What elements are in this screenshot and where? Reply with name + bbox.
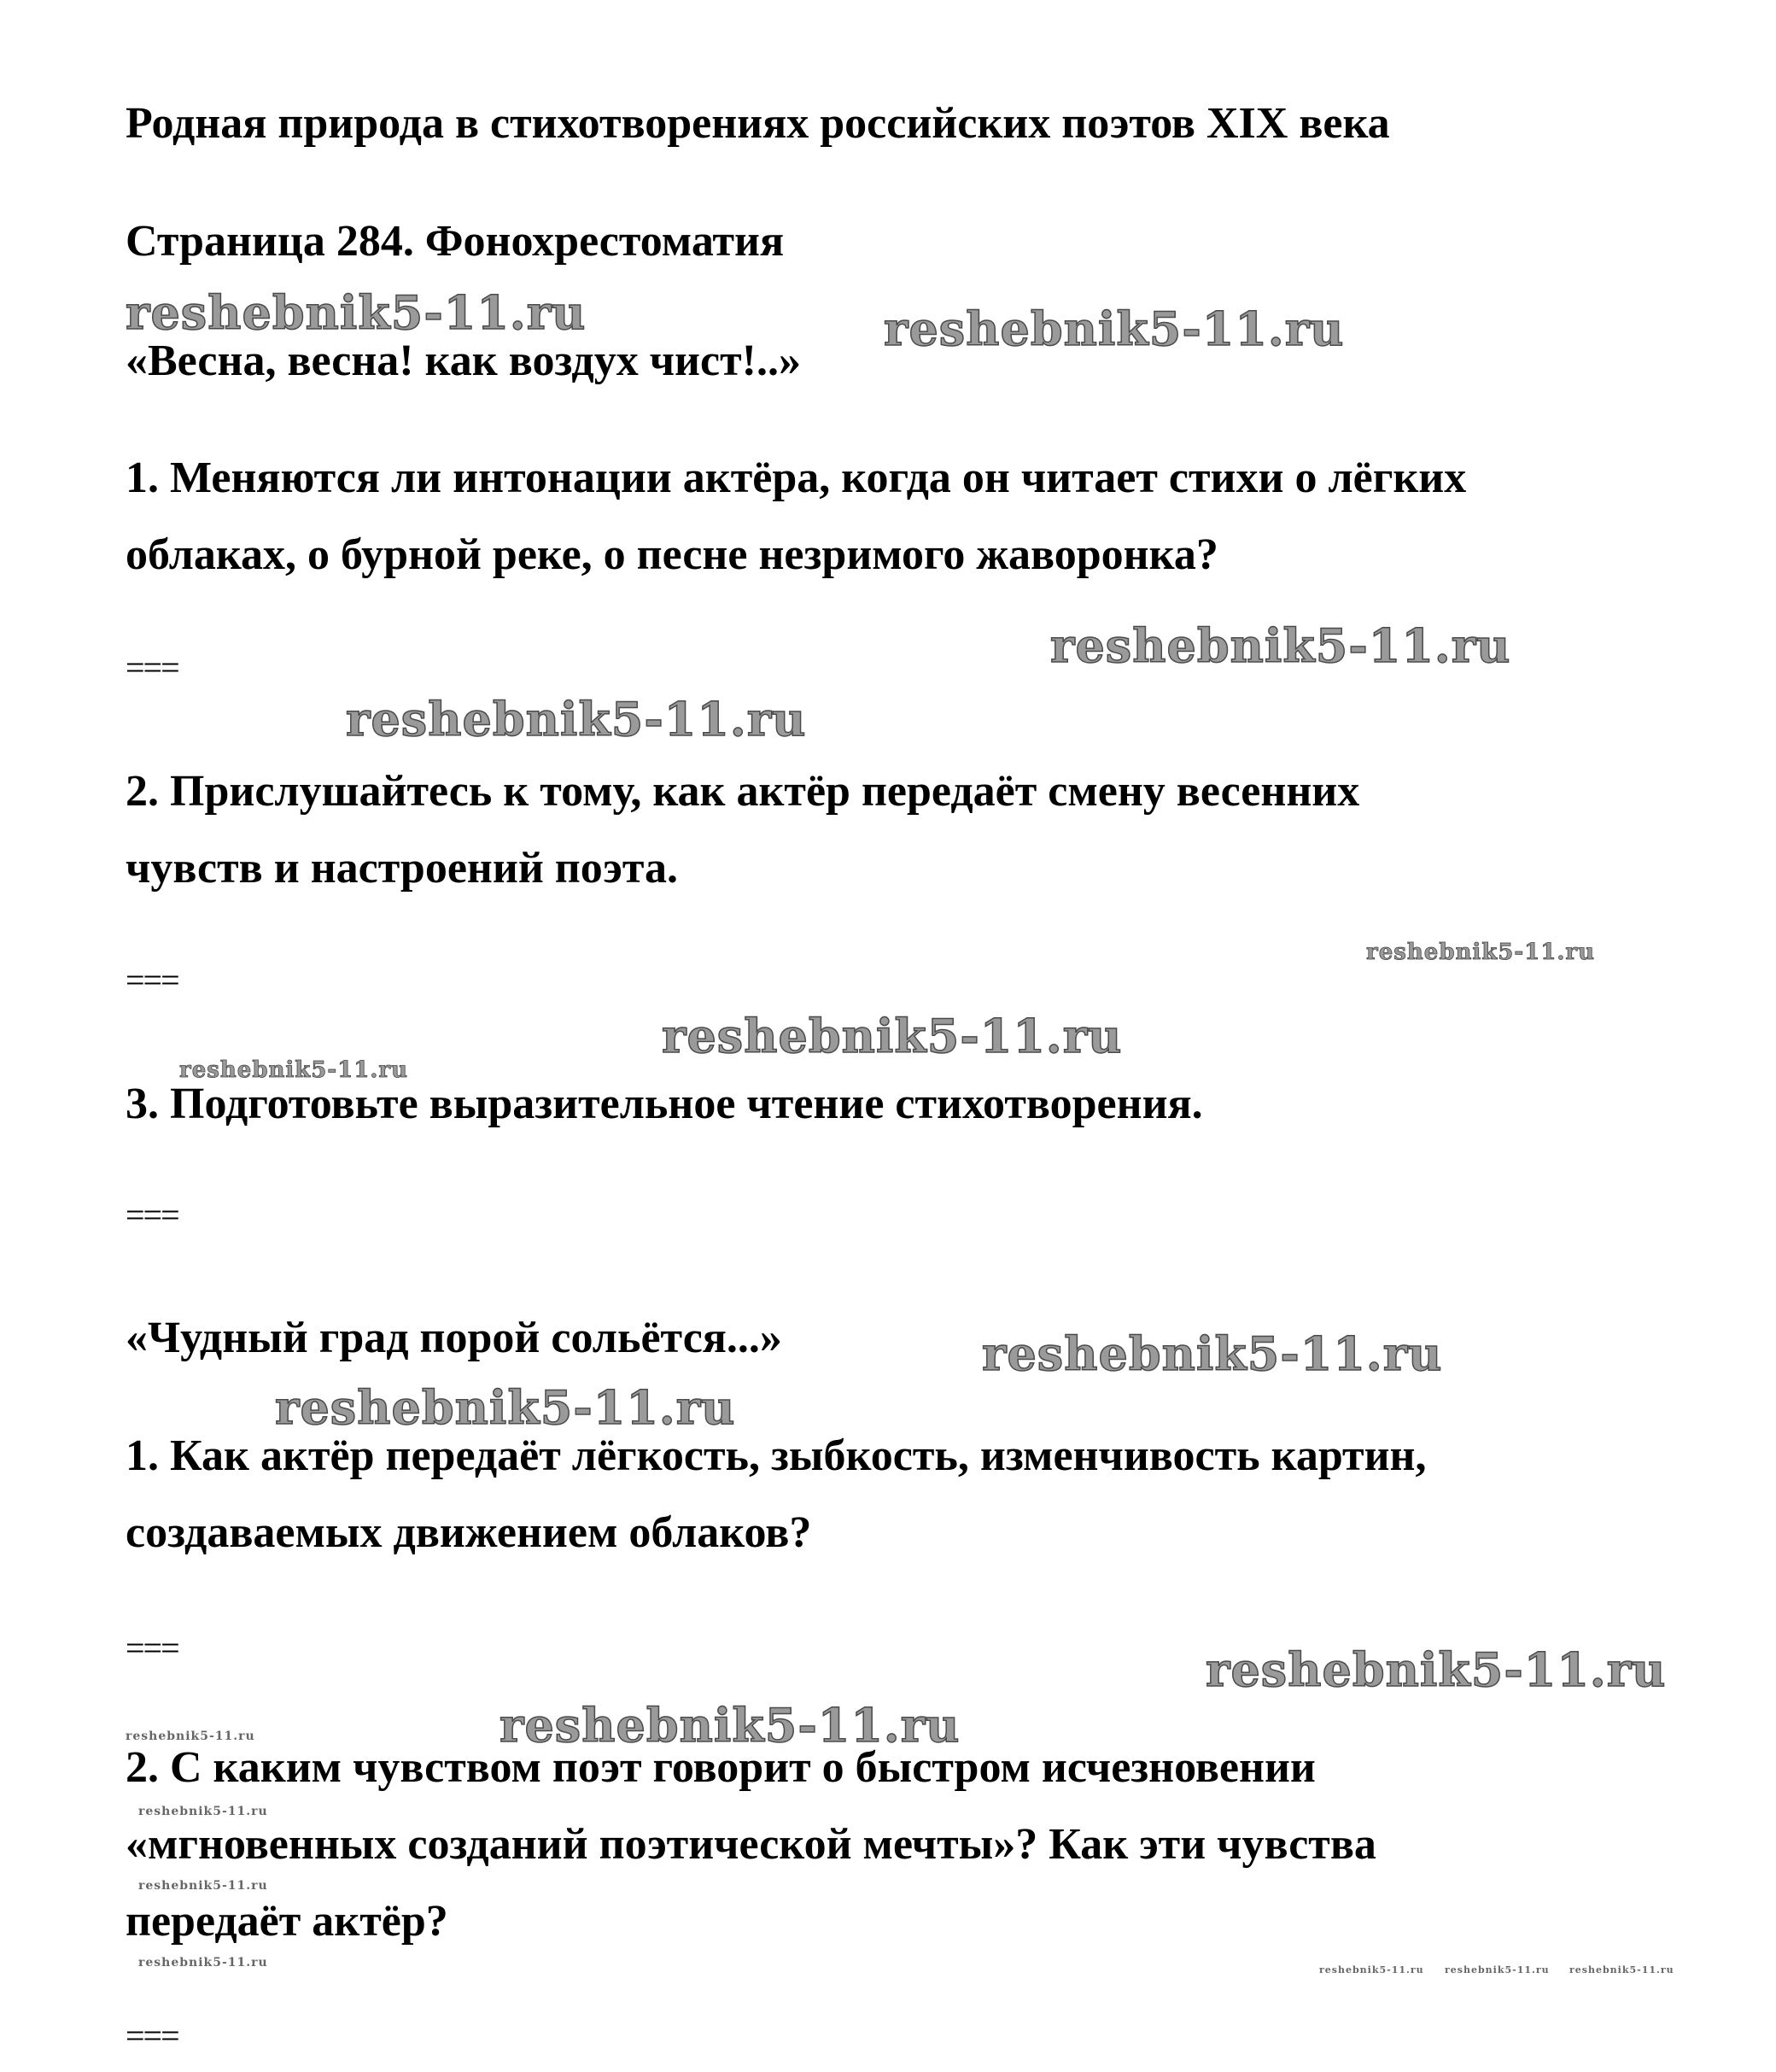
section1-q2-line2: чувств и настроений поэта. [126, 844, 679, 893]
watermark: reshebnik5-11.ru [1445, 1964, 1550, 1975]
watermark: reshebnik5-11.ru [662, 1009, 1123, 1063]
section2-q2-line3: передаёт актёр? [126, 1897, 448, 1946]
separator: === [126, 648, 178, 687]
separator: === [126, 961, 178, 999]
watermark: reshebnik5-11.ru [1050, 618, 1511, 673]
page-title: Родная природа в стихотворениях российских поэтов XIX века [126, 99, 1390, 148]
separator: === [126, 1196, 178, 1234]
watermark: reshebnik5-11.ru [126, 285, 587, 340]
watermark: reshebnik5-11.ru [179, 1057, 409, 1083]
watermark: reshebnik5-11.ru [500, 1698, 961, 1753]
section2-q1-line1: 1. Как актёр передаёт лёгкость, зыбкость, изменчивость картин, [126, 1431, 1427, 1480]
section1-q1-line1: 1. Меняются ли интонации актёра, когда он читает стихи о лёгких [126, 454, 1467, 502]
watermark: reshebnik5-11.ru [884, 301, 1345, 356]
watermark: reshebnik5-11.ru [138, 1879, 268, 1893]
watermark: reshebnik5-11.ru [275, 1380, 736, 1435]
section1-q2-line1: 2. Прислушайтесь к тому, как актёр передаёт смену весенних [126, 767, 1360, 816]
watermark: reshebnik5-11.ru [138, 1956, 268, 1970]
section1-title: «Весна, весна! как воздух чист!..» [126, 337, 801, 385]
separator: === [126, 1629, 178, 1667]
watermark: reshebnik5-11.ru [1319, 1964, 1424, 1975]
separator: === [126, 2016, 178, 2055]
page-heading: Страница 284. Фонохрестоматия [126, 217, 785, 266]
watermark: reshebnik5-11.ru [126, 1730, 255, 1743]
watermark: reshebnik5-11.ru [1569, 1964, 1674, 1975]
section1-q1-line2: облаках, о бурной реке, о песне незримого жаворонка? [126, 530, 1218, 579]
section2-q2-line2: «мгновенных созданий поэтической мечты»? Как эти чувства [126, 1820, 1376, 1869]
watermark: reshebnik5-11.ru [1366, 939, 1596, 965]
watermark: reshebnik5-11.ru [346, 692, 807, 746]
section2-q2-line1: 2. С каким чувством поэт говорит о быстром исчезновении [126, 1743, 1316, 1792]
watermark: reshebnik5-11.ru [1206, 1642, 1667, 1697]
section2-title: «Чудный град порой сольётся...» [126, 1314, 782, 1362]
watermark: reshebnik5-11.ru [138, 1805, 268, 1818]
section1-q3: 3. Подготовьте выразительное чтение стихотворения. [126, 1080, 1203, 1128]
watermark: reshebnik5-11.ru [982, 1326, 1443, 1381]
section2-q1-line2: создаваемых движением облаков? [126, 1508, 812, 1557]
